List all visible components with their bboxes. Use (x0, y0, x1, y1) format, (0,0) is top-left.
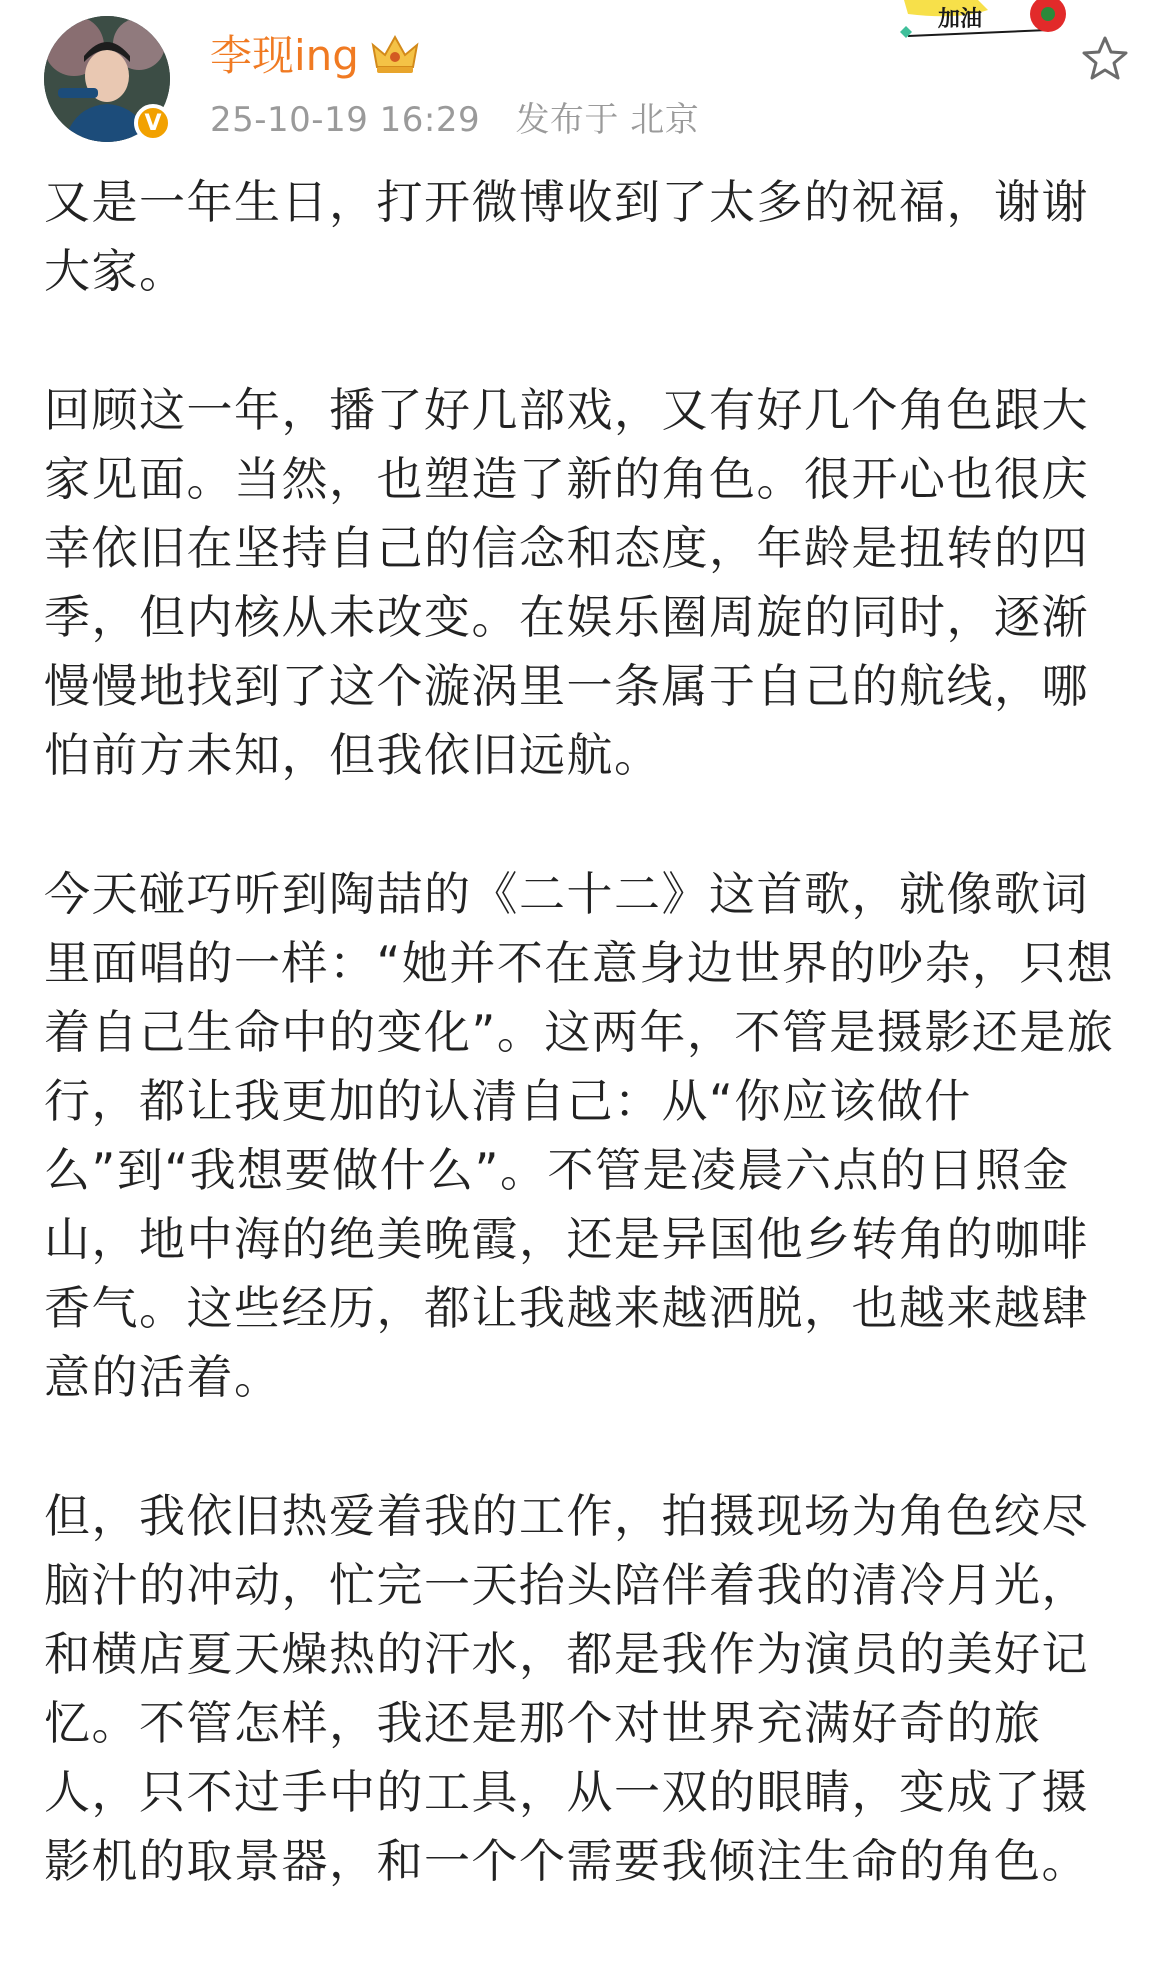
decoration-sticker (898, 0, 1078, 46)
username[interactable]: 李现ing (210, 31, 359, 80)
verified-badge-icon: V (134, 104, 172, 142)
post-paragraph: 但，我依旧热爱着我的工作，拍摄现场为角色绞尽脑汁的冲动，忙完一天抬头陪伴着我的清冷月光，和横店夏天燥热的汗水，都是我作为演员的美好记忆。不管怎样，我还是那个对世界充满好奇的旅人，只不过手中的工具，从一双的眼睛，变成了摄影机的取景器，和一个个需要我倾注生命的角色。 (44, 1489, 1089, 1888)
post-paragraph: 又是一年生日，打开微博收到了太多的祝福，谢谢大家。 (44, 175, 1089, 298)
post-paragraph: 今天碰巧听到陶喆的《二十二》这首歌，就像歌词里面唱的一样：“她并不在意身边世界的吵杂，只想着自己生命中的变化”。这两年，不管是摄影还是旅行，都让我更加的认清自己：从“你应该做什么”到“我想要做什么”。不管是凌晨六点的日照金山，地中海的绝美晚霞，还是异国他乡转角的咖啡香气。这些经历，都让我越来越洒脱，也越来越肆意的活着。 (44, 867, 1115, 1404)
post-body (44, 168, 1134, 1966)
post-timestamp: 25-10-19 16:29 (210, 100, 481, 140)
sticker-text: 加油 (938, 7, 983, 32)
post-location: 发布于 北京 (515, 100, 700, 140)
post-header (0, 0, 1170, 160)
post-paragraph: 回顾这一年，播了好几部戏，又有好几个角色跟大家见面。当然，也塑造了新的角色。很开心也很庆幸依旧在坚持自己的信念和态度，年龄是扭转的四季，但内核从未改变。在娱乐圈周旋的同时，逐渐慢慢地找到了这个漩涡里一条属于自己的航线，哪怕前方未知，但我依旧远航。 (44, 383, 1089, 782)
avatar[interactable] (44, 16, 170, 142)
star-outline-icon[interactable] (1080, 34, 1130, 84)
crown-icon (369, 31, 421, 75)
username-row (210, 22, 421, 84)
post-meta (210, 92, 723, 141)
